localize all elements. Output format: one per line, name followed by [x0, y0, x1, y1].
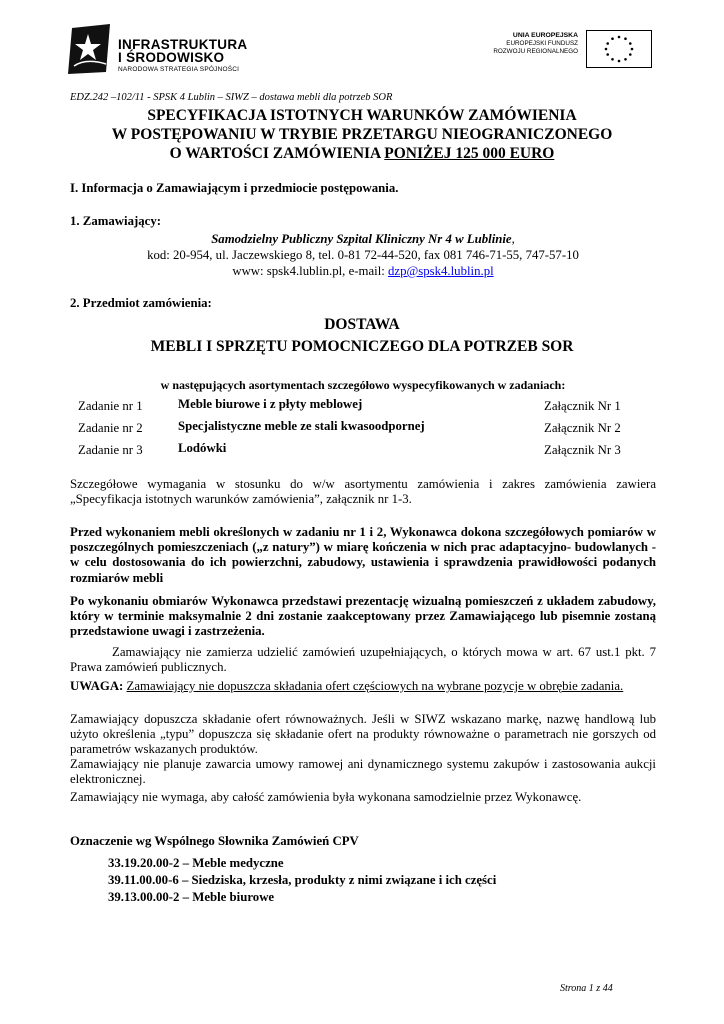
task-number: Zadanie nr 1 — [78, 399, 143, 413]
eu-flag-icon — [586, 30, 652, 68]
buyer-www: www: spsk4.lublin.pl, e-mail: — [232, 264, 389, 278]
logo-title-line2: I ŚRODOWISKO — [118, 50, 225, 65]
title-threshold: PONIŻEJ 125 000 EURO — [384, 145, 555, 162]
eu-line1: UNIA EUROPEJSKA — [512, 32, 578, 39]
cpv-code: 39.11.00.00-6 – Siedziska, krzesła, produkty z nimi związane i ich części — [108, 873, 497, 887]
measurement-paragraph: Przed wykonaniem mebli określonych w zadaniu nr 1 i 2, Wykonawca dokona szczegółowych pomiarów w poszczególnych pomieszczeniach („z natury”) w miarę kończenia w nich prac adaptacyjno- budowlanych - w celu dostosowania do ich powierzchni, zabudowy, ustawienia i sprawdzenia prawidłowości podanych rozmiarów mebli — [70, 525, 656, 585]
document-reference: EDZ.242 –102/11 - SPSK 4 Lublin – SIWZ – dostawa mebli dla potrzeb SOR — [70, 92, 393, 103]
logo-subtitle: NARODOWA STRATEGIA SPÓJNOŚCI — [118, 66, 240, 73]
logo-title-line1: INFRASTRUKTURA — [118, 37, 248, 52]
cpv-heading: Oznaczenie wg Wspólnego Słownika Zamówień CPV — [70, 834, 359, 848]
cpv-list — [108, 855, 496, 906]
task-name: Meble biurowe i z płyty meblowej — [178, 397, 363, 411]
logo-title — [118, 38, 247, 64]
buyer-name-line — [70, 231, 656, 247]
buyer-name: Samodzielny Publiczny Szpital Kliniczny Nr 4 w Lublinie — [211, 232, 512, 246]
flag-star-icon — [66, 22, 114, 76]
task-name: Specjalistyczne meble ze stali kwasoodpornej — [178, 419, 425, 433]
task-attachment: Załącznik Nr 2 — [544, 421, 621, 435]
task-attachment: Załącznik Nr 3 — [544, 443, 621, 457]
title-line1: SPECYFIKACJA ISTOTNYCH WARUNKÓW ZAMÓWIENIA — [147, 107, 577, 124]
cpv-code: 39.13.00.00-2 – Meble biurowe — [108, 890, 275, 904]
task-row — [78, 419, 638, 439]
title-line2: W POSTĘPOWANIU W TRYBIE PRZETARGU NIEOGRANICZONEGO — [111, 126, 613, 143]
equivalent-paragraph: Zamawiający dopuszcza składanie ofert równoważnych. Jeśli w SIWZ wskazano markę, nazwę handlową lub użyto określenia „typu” dopuszcza się składanie ofert na produkty równoważne o parametrach nie gorszych od parametrów wskazanych produktów. — [70, 712, 656, 757]
buyer-email-link[interactable]: dzp@spsk4.lublin.pl — [388, 264, 494, 278]
task-row — [78, 441, 638, 461]
details-paragraph: Szczegółowe wymagania w stosunku do w/w asortymentu zamówienia i zakres zamówienia zawiera „Specyfikacja istotnych warunków zamówienia”, załącznik nr 1-3. — [70, 477, 656, 507]
note-paragraph — [70, 679, 656, 694]
buyer-block — [70, 231, 656, 279]
section1-heading: I. Informacja o Zamawiającym i przedmiocie postępowania. — [70, 181, 399, 195]
self-execution-paragraph: Zamawiający nie wymaga, aby całość zamówienia była wykonana samodzielnie przez Wykonawcę. — [70, 790, 582, 804]
subject-line2: MEBLI I SPRZĘTU POMOCNICZEGO DLA POTRZEB SOR — [150, 338, 574, 355]
buyer-heading: 1. Zamawiający: — [70, 214, 161, 228]
buyer-name-suffix: , — [511, 232, 515, 246]
task-number: Zadanie nr 3 — [78, 443, 143, 457]
note-label: UWAGA: — [70, 679, 124, 693]
task-number: Zadanie nr 2 — [78, 421, 143, 435]
infrastruktura-logo — [66, 22, 276, 78]
task-attachment: Załącznik Nr 1 — [544, 399, 621, 413]
document-title — [40, 106, 684, 163]
assortment-intro: w następujących asortymentach szczegółowo wyspecyfikowanych w zadaniach: — [160, 378, 566, 392]
presentation-paragraph: Po wykonaniu obmiarów Wykonawca przedstawi prezentację wizualną pomieszczeń z układem zabudowy, który w terminie maksymalnie 2 dni zostanie zaakceptowany przez Zamawiającego lub pisemnie zostaną przedstawione uwagi i zastrzeżenia. — [70, 594, 656, 639]
buyer-contact — [70, 263, 656, 279]
eu-text — [470, 32, 578, 56]
eu-line2: EUROPEJSKI FUNDUSZ — [506, 40, 578, 47]
title-line3-prefix: O WARTOŚCI ZAMÓWIENIA — [169, 145, 385, 162]
page-number: Strona 1 z 44 — [560, 983, 613, 994]
eu-line3: ROZWOJU REGIONALNEGO — [493, 48, 578, 55]
eu-logo — [470, 28, 656, 68]
section2-heading: 2. Przedmiot zamówienia: — [70, 296, 212, 310]
title-line3 — [40, 144, 684, 163]
task-name: Lodówki — [178, 441, 227, 455]
framework-paragraph: Zamawiający nie planuje zawarcia umowy ramowej ani dynamicznego systemu zakupów i zastosowania aukcji elektronicznej. — [70, 757, 656, 787]
note-text: Zamawiający nie dopuszcza składania ofert częściowych na wybrane pozycje w obrębie zadania. — [126, 679, 624, 693]
subject-line1: DOSTAWA — [324, 316, 400, 333]
supplementary-paragraph: Zamawiający nie zamierza udzielić zamówień uzupełniających, o których mowa w art. 67 ust.1 pkt. 7 Prawa zamówień publicznych. — [70, 645, 656, 675]
task-row — [78, 397, 638, 417]
buyer-address: kod: 20-954, ul. Jaczewskiego 8, tel. 0-81 72-44-520, fax 081 746-71-55, 747-57-10 — [147, 248, 579, 262]
cpv-code: 33.19.20.00-2 – Meble medyczne — [108, 856, 284, 870]
